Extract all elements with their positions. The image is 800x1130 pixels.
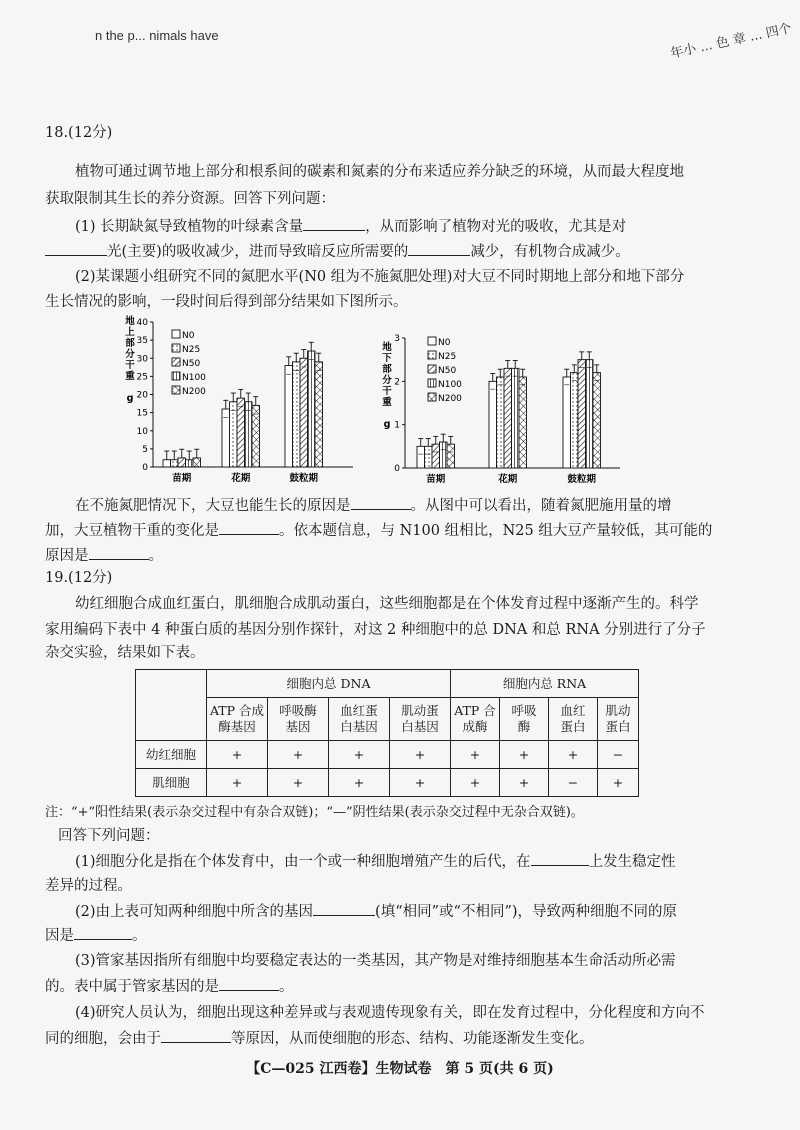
y-tick-label: 10 (136, 426, 148, 437)
row-header: 肌细胞 (136, 769, 207, 797)
bar-n100 (440, 442, 448, 468)
col-header: ATP 合成 酶基因 (207, 698, 268, 741)
table-cell: + (549, 741, 598, 769)
legend-swatch (428, 393, 436, 401)
legend-label: N50 (182, 359, 201, 369)
y-tick-label: 2 (394, 377, 400, 388)
answer-blank[interactable] (351, 495, 411, 510)
legend-swatch (428, 337, 436, 345)
answer-blank[interactable] (45, 241, 107, 256)
bar-n100 (245, 402, 253, 467)
q18-para-line1: 植物可通过调节地上部分和根系间的碳素和氮素的分布来适应养分缺乏的环境，从而最大程度地 (75, 164, 684, 180)
legend-swatch (172, 372, 180, 380)
table-corner (136, 670, 207, 741)
table-cell: + (500, 769, 549, 797)
legend-swatch (172, 344, 180, 352)
legend-label: N200 (182, 387, 206, 397)
bar-n50 (178, 458, 186, 467)
q19-sub2-line1: (2)由上表可知两种细胞中所含的基因 (填“相同”或“不相同”)，导致两种细胞不同的原 (75, 901, 677, 922)
col-header: 呼吸酶 基因 (268, 698, 329, 741)
legend-swatch (172, 330, 180, 338)
y-tick-label: 20 (136, 390, 148, 401)
answer-blank[interactable] (408, 241, 470, 256)
table-cell: + (268, 769, 329, 797)
answer-intro: 回答下列问题： (58, 828, 160, 844)
bar-n0 (163, 460, 171, 467)
table-note: 注：“+”阳性结果(表示杂交过程中有杂合双链)；“—”阴性结果(表示杂交过程中无杂合双链)。 (45, 805, 584, 820)
bar-n200 (519, 377, 527, 468)
q18-title: 18.(12分) (45, 125, 113, 141)
q18-question2: 加，大豆植物干重的变化是 。依本题信息，与 N100 组相比，N25 组大豆产量较低，其可能的 (45, 520, 712, 541)
bar-n25 (171, 460, 179, 467)
legend-swatch (172, 358, 180, 366)
bar-n25 (425, 446, 433, 468)
table-cell: + (268, 741, 329, 769)
q18-sub2-line1: (2)某课题小组研究不同的氮肥水平(N0 组为不施氮肥处理)对大豆不同时期地上部分和地下部分 (75, 269, 685, 285)
table-cell: + (598, 769, 639, 797)
bar-n0 (285, 366, 293, 468)
q19-title: 19.(12分) (45, 570, 113, 586)
q19-sub1-line2: 差异的过程。 (45, 878, 132, 894)
answer-blank[interactable] (531, 851, 589, 866)
y-axis-label-char: 地 (382, 342, 392, 353)
legend-swatch (172, 386, 180, 394)
bar-n50 (578, 360, 586, 468)
bar-n100 (512, 368, 520, 468)
table-row (136, 741, 639, 769)
bar-n50 (237, 398, 245, 467)
legend-label: N25 (182, 345, 201, 355)
y-axis-label-char: 分 (125, 349, 135, 360)
table-cell: + (451, 769, 500, 797)
category-label: 苗期 (172, 473, 192, 484)
legend-swatch (428, 365, 436, 373)
legend-swatch (428, 351, 436, 359)
q18-question3: 原因是 。 (45, 545, 163, 566)
table-cell: + (207, 741, 268, 769)
bar-n200 (593, 373, 601, 468)
y-axis-label-char: 重 (125, 371, 135, 382)
y-axis-label-char: g (126, 393, 134, 404)
bar-n50 (300, 358, 308, 467)
table-cell: + (329, 741, 390, 769)
legend-label: N200 (438, 394, 462, 404)
bar-n100 (186, 460, 194, 467)
bar-n0 (417, 446, 425, 468)
legend-label: N100 (438, 380, 462, 390)
q18-question1: 在不施氮肥情况下，大豆也能生长的原因是 。从图中可以看出，随着氮肥施用量的增 (75, 495, 672, 516)
q19-sub1-line1: (1)细胞分化是指在个体发育中，由一个或一种细胞增殖产生的后代，在 上发生稳定性 (75, 851, 676, 872)
page-footer: 【C—025 江西卷】生物试卷 第 5 页(共 6 页) (246, 1061, 554, 1077)
table-cell: + (451, 741, 500, 769)
bar-n200 (252, 405, 260, 467)
header-fragment-right: 年小 ... 色 章 ... 四个 (668, 21, 793, 62)
q19-sub4-line1: (4)研究人员认为，细胞出现这种差异或与表观遗传现象有关，即在发育过程中，分化程度和方向不 (75, 1005, 705, 1021)
category-label: 花期 (498, 474, 518, 484)
q18-para-line2: 获取限制其生长的养分资源。回答下列问题： (45, 191, 335, 207)
hybridization-table (135, 669, 639, 797)
table-row (136, 769, 639, 797)
y-axis-label-char: 地 (125, 316, 135, 327)
legend-label: N100 (182, 373, 206, 383)
chart-underground-dry-weight (375, 328, 625, 484)
legend-label: N0 (438, 338, 451, 348)
y-tick-label: 0 (394, 464, 400, 474)
y-tick-label: 3 (394, 334, 400, 344)
q19-sub3-line2: 的。表中属于管家基因的是 。 (45, 976, 294, 997)
table-cell: − (598, 741, 639, 769)
table-cell: + (500, 741, 549, 769)
q19-para-line2: 家用编码下表中 4 种蛋白质的基因分别作探针，对这 2 种细胞中的总 DNA 和总 RNA 分别进行了分子 (45, 622, 706, 638)
group-header-rna: 细胞内总 RNA (451, 670, 639, 698)
q18-sub2-line2: 生长情况的影响，一段时间后得到部分结果如下图所示。 (45, 294, 408, 310)
bar-n100 (586, 360, 594, 468)
bar-n25 (230, 402, 238, 467)
col-header: 肌动蛋 白基因 (390, 698, 451, 741)
y-tick-label: 35 (136, 336, 148, 347)
chart-aboveground-dry-weight (115, 312, 355, 484)
bar-n100 (308, 351, 316, 467)
y-tick-label: 1 (394, 420, 400, 431)
bar-n200 (193, 458, 201, 467)
y-tick-label: 25 (136, 372, 148, 383)
answer-blank[interactable] (303, 216, 365, 231)
q18-sub1-line1: (1) 长期缺氮导致植物的叶绿素含量 ，从而影响了植物对光的吸收，尤其是对 (75, 216, 626, 237)
answer-blank[interactable] (161, 1028, 231, 1043)
table-cell: − (549, 769, 598, 797)
col-header: 呼吸 酶 (500, 698, 549, 741)
legend-label: N25 (438, 352, 457, 362)
header-fragment-left: n the p... nimals have (95, 28, 219, 43)
q19-sub4-line2: 同的细胞，会由于 等原因，从而使细胞的形态、结构、功能逐渐发生变化。 (45, 1028, 594, 1049)
bar-n50 (432, 444, 440, 468)
y-axis-label-char: 部 (382, 364, 392, 375)
table-cell: + (329, 769, 390, 797)
answer-blank[interactable] (313, 901, 375, 916)
legend-label: N50 (438, 366, 457, 376)
y-tick-label: 30 (136, 354, 148, 365)
table-cell: + (207, 769, 268, 797)
bar-n25 (497, 377, 505, 468)
col-header: 血红蛋 白基因 (329, 698, 390, 741)
y-tick-label: 40 (136, 318, 148, 328)
answer-blank[interactable] (219, 976, 279, 991)
legend-label: N0 (182, 331, 195, 341)
y-tick-label: 15 (136, 408, 148, 419)
col-header: 肌动 蛋白 (598, 698, 639, 741)
y-axis-label-char: 干 (125, 360, 135, 371)
bar-n50 (504, 368, 512, 468)
y-axis-label-char: 干 (382, 386, 392, 397)
col-header: 血红 蛋白 (549, 698, 598, 741)
table-cell: + (390, 741, 451, 769)
y-axis-label-char: 部 (125, 338, 135, 349)
q19-para-line1: 幼红细胞合成血红蛋白，肌细胞合成肌动蛋白，这些细胞都是在个体发育过程中逐渐产生的。科学 (75, 596, 699, 612)
row-header: 幼红细胞 (136, 741, 207, 769)
q19-sub2-line2: 因是 。 (45, 925, 147, 946)
category-label: 鼓粒期 (567, 474, 597, 484)
bar-n25 (571, 373, 579, 468)
answer-blank[interactable] (89, 545, 149, 560)
bar-n25 (293, 362, 301, 467)
y-axis-label-char: 下 (382, 353, 392, 364)
group-header-dna: 细胞内总 DNA (207, 670, 451, 698)
answer-blank[interactable] (219, 520, 279, 535)
y-tick-label: 5 (142, 444, 148, 455)
col-header: ATP 合 成酶 (451, 698, 500, 741)
category-label: 苗期 (426, 474, 446, 484)
bar-n0 (489, 381, 497, 468)
y-axis-label-char: 上 (125, 327, 135, 338)
q19-sub3-line1: (3)管家基因指所有细胞中均要稳定表达的一类基因，其产物是对维持细胞基本生命活动所必需 (75, 953, 676, 969)
q18-sub1-line2: 光(主要)的吸收减少，进而导致暗反应所需要的 减少，有机物合成减少。 (45, 241, 630, 262)
legend-swatch (428, 379, 436, 387)
bar-n200 (315, 362, 323, 467)
category-label: 花期 (231, 473, 251, 484)
y-axis-label-char: 分 (382, 375, 392, 386)
y-axis-label-char: g (383, 419, 391, 430)
bar-n200 (447, 444, 455, 468)
y-axis-label-char: 重 (382, 397, 392, 408)
answer-blank[interactable] (74, 925, 132, 940)
bar-n0 (563, 377, 571, 468)
y-tick-label: 0 (142, 463, 148, 473)
q19-para-line3: 杂交实验，结果如下表。 (45, 645, 205, 661)
table-cell: + (390, 769, 451, 797)
category-label: 鼓粒期 (289, 473, 319, 484)
